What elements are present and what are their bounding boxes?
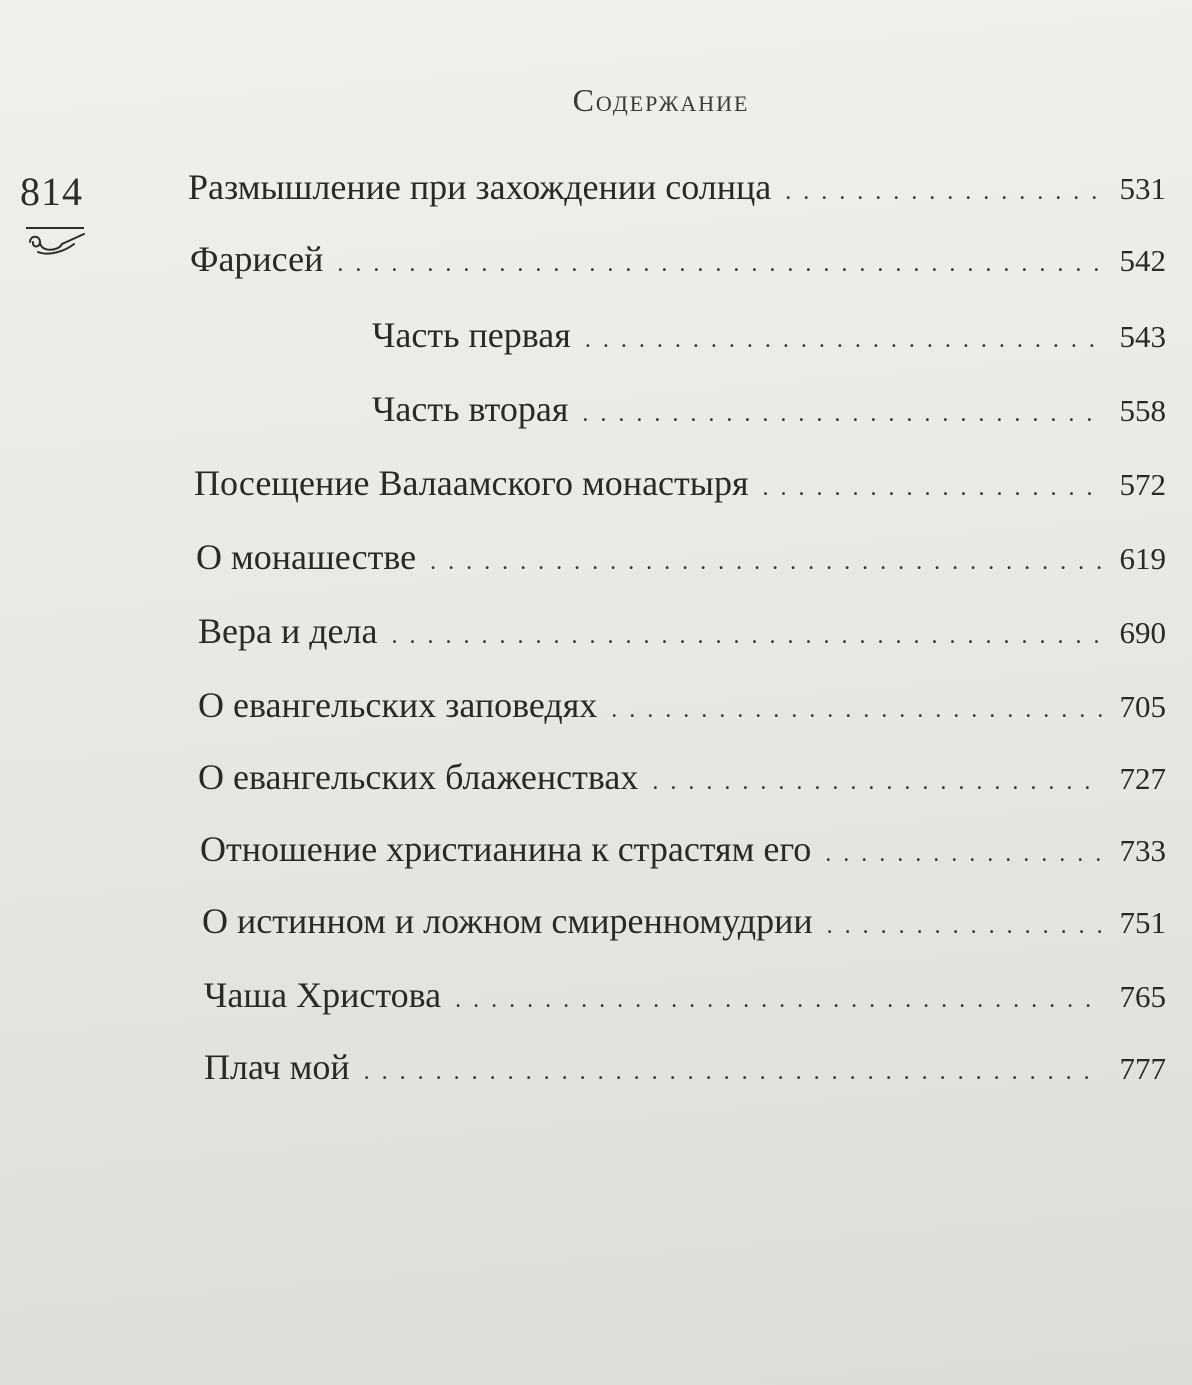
toc-entry-page: 542 [1119, 243, 1166, 278]
toc-leader-dots [391, 623, 1102, 650]
toc-entry[interactable] [188, 166, 1166, 208]
toc-leader-dots [585, 327, 1102, 354]
toc-entry-page: 619 [1119, 541, 1166, 576]
toc-entry-page: 727 [1119, 761, 1166, 796]
toc-leader-dots [785, 179, 1102, 206]
toc-entry[interactable] [204, 974, 1166, 1016]
toc-leader-dots [652, 769, 1102, 796]
toc-entry-title: Часть вторая [372, 389, 569, 429]
toc-entry-page: 705 [1119, 689, 1166, 724]
toc-entry[interactable] [194, 462, 1166, 504]
toc-entry[interactable] [372, 314, 1166, 356]
toc-entry-title: Часть первая [372, 315, 571, 355]
running-header [0, 82, 1192, 119]
toc-entry-title: О монашестве [196, 537, 417, 577]
toc-entry-page: 558 [1119, 393, 1166, 428]
toc-entry[interactable] [372, 388, 1166, 430]
toc-entry-page: 733 [1119, 833, 1166, 868]
toc-entry-page: 690 [1119, 615, 1166, 650]
toc-leader-dots [611, 697, 1102, 724]
toc-entry-title: Отношение христианина к страстям его [200, 829, 812, 869]
toc-entry-title: Чаша Христова [204, 975, 442, 1015]
toc-leader-dots [763, 475, 1102, 502]
toc-entry[interactable] [204, 1046, 1166, 1088]
toc-entry-title: Фарисей [190, 239, 324, 279]
toc-entry-title: Плач мой [204, 1047, 350, 1087]
toc-entry-page: 777 [1119, 1051, 1166, 1086]
toc-leader-dots [430, 549, 1102, 576]
toc-entry[interactable] [198, 684, 1166, 726]
toc-entry[interactable] [198, 756, 1166, 798]
wave-ornament-icon [24, 222, 86, 262]
toc-entry-title: О евангельских блаженствах [198, 757, 639, 797]
toc-entry-title: Вера и дела [198, 611, 378, 651]
running-header-title: Содержание [572, 82, 750, 118]
toc-entry-page: 531 [1119, 171, 1166, 206]
toc-leader-dots [455, 987, 1102, 1014]
toc-entry-title: Размышление при захождении солнца [188, 167, 772, 207]
toc-entry[interactable] [202, 900, 1166, 942]
toc-entry[interactable] [196, 536, 1166, 578]
toc-entry-page: 765 [1119, 979, 1166, 1014]
page-number: 814 [20, 169, 83, 214]
toc-entry-page: 751 [1119, 905, 1166, 940]
toc-leader-dots [582, 401, 1102, 428]
toc-entry[interactable] [200, 828, 1166, 870]
toc-leader-dots [825, 841, 1102, 868]
toc-entry[interactable] [190, 238, 1166, 280]
toc-leader-dots [364, 1059, 1102, 1086]
toc-entry-title: О истинном и ложном смиренномудрии [202, 901, 813, 941]
toc-entry-title: Посещение Валаамского монастыря [194, 463, 749, 503]
toc-entry[interactable] [198, 610, 1166, 652]
toc-entry-page: 572 [1119, 467, 1166, 502]
toc-leader-dots [827, 913, 1102, 940]
toc-leader-dots [337, 251, 1102, 278]
toc-entry-title: О евангельских заповедях [198, 685, 598, 725]
toc-entry-page: 543 [1119, 319, 1166, 354]
